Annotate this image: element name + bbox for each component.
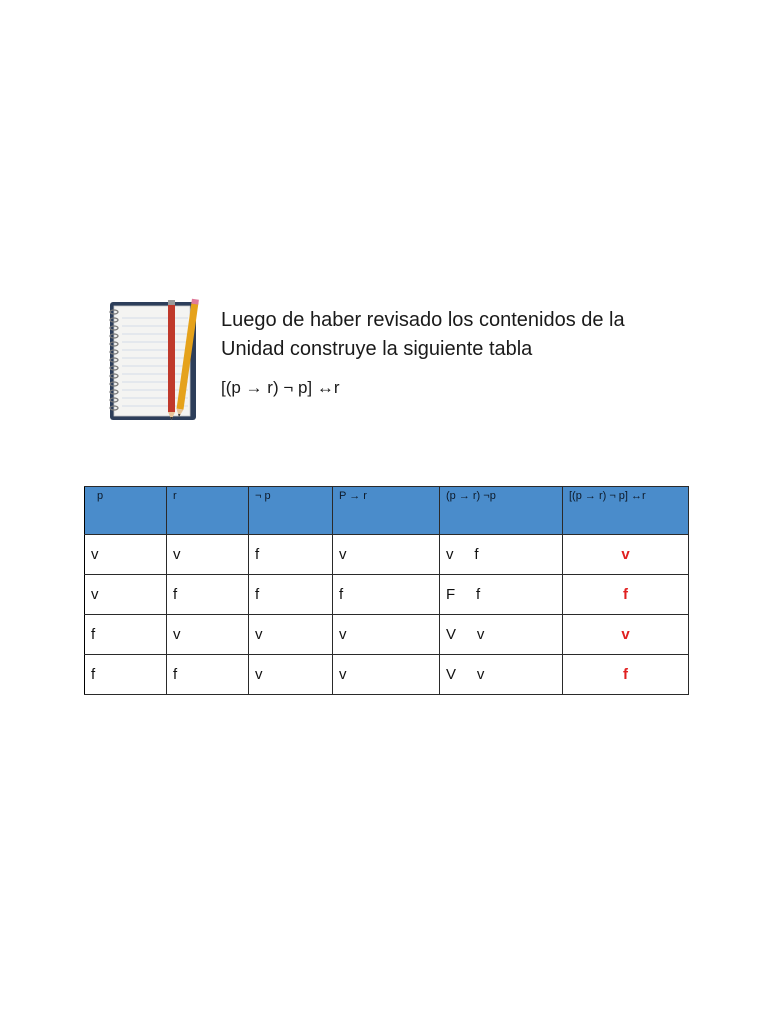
table-row <box>85 535 689 575</box>
truth-table <box>84 486 689 695</box>
instruction-line-1: Luego de haber revisado los contenidos de la <box>221 309 625 331</box>
instruction-line-2: Unidad construye la siguiente tabla <box>221 338 533 360</box>
table-header-row <box>85 487 689 535</box>
cell-implication-not-p: V v <box>440 615 563 655</box>
table-row <box>85 655 689 695</box>
cell-p-implies-r: f <box>333 575 440 615</box>
cell-p: f <box>85 655 167 695</box>
table-row <box>85 615 689 655</box>
cell-result: v <box>563 535 689 575</box>
notebook-with-pencils-icon <box>104 296 204 422</box>
cell-p: f <box>85 615 167 655</box>
cell-p-implies-r: v <box>333 655 440 695</box>
cell-p: v <box>85 535 167 575</box>
intro-text-block <box>221 306 681 398</box>
cell-result: f <box>563 655 689 695</box>
cell-not-p: f <box>249 575 333 615</box>
header-cell-r: r <box>167 487 249 535</box>
header-cell-p-implies-r: P → r <box>333 487 440 535</box>
cell-not-p: v <box>249 655 333 695</box>
cell-r: f <box>167 655 249 695</box>
cell-not-p: v <box>249 615 333 655</box>
cell-r: f <box>167 575 249 615</box>
cell-implication-not-p: F f <box>440 575 563 615</box>
cell-r: v <box>167 535 249 575</box>
cell-p: v <box>85 575 167 615</box>
cell-r: v <box>167 615 249 655</box>
cell-result: v <box>563 615 689 655</box>
formula: [(p → r) ¬ p] ↔r <box>221 378 340 397</box>
cell-not-p: f <box>249 535 333 575</box>
cell-result: f <box>563 575 689 615</box>
cell-p-implies-r: v <box>333 615 440 655</box>
table-row <box>85 575 689 615</box>
cell-implication-not-p: V v <box>440 655 563 695</box>
header-cell-implication-not-p: (p → r) ¬p <box>440 487 563 535</box>
cell-p-implies-r: v <box>333 535 440 575</box>
header-cell-not-p: ¬ p <box>249 487 333 535</box>
cell-implication-not-p: v f <box>440 535 563 575</box>
header-cell-p: p <box>85 487 167 535</box>
header-cell-result: [(p → r) ¬ p] ↔r <box>563 487 689 535</box>
